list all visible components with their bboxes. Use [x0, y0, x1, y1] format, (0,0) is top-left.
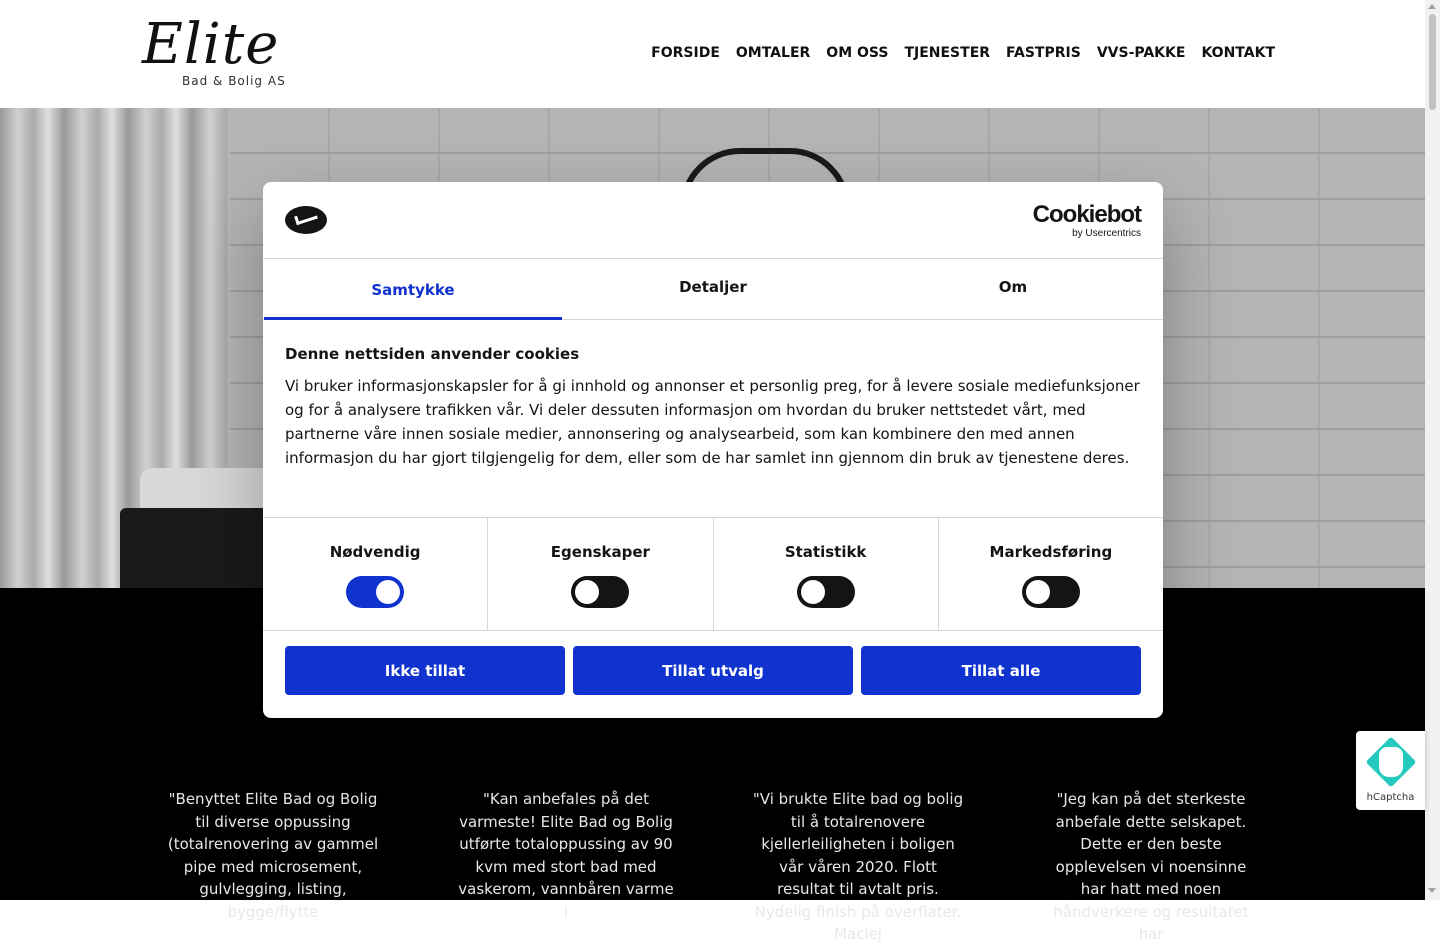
deny-button[interactable]: Ikke tillat	[285, 646, 565, 695]
cookiebot-logo[interactable]	[1033, 202, 1141, 239]
scroll-thumb[interactable]	[1429, 14, 1436, 110]
page-scrollbar[interactable]	[1425, 0, 1440, 900]
toggle-cell-statistikk	[714, 518, 939, 630]
nav-item-vvs-pakke[interactable]: VVS-PAKKE	[1096, 45, 1186, 61]
toggle-label: Nødvendig	[329, 543, 421, 561]
marketing-toggle[interactable]	[1022, 576, 1080, 608]
dialog-title: Denne nettsiden anvender cookies	[285, 345, 580, 363]
site-header	[0, 0, 1425, 108]
statistics-toggle[interactable]	[797, 576, 855, 608]
toggle-label: Egenskaper	[550, 543, 650, 561]
dialog-header	[263, 182, 1163, 259]
review-item: "Jeg kan på det sterkeste anbefale dette selskapet. Dette er den beste opplevelsen vi noensinne har hatt med noen håndverkere og resultatet har	[1053, 790, 1249, 943]
scroll-down-arrow-icon[interactable]	[1428, 888, 1436, 893]
dialog-description: Vi bruker informasjonskapsler for å gi innhold og annonser et personlig preg, for å levere sosiale mediefunksjoner og for å analysere trafikken vår. Vi deler dessuten informasjon om hvordan du bruker nettstedet vårt, med partnerne våre innen sosiale medier, annonsering og analysearbeid, som kan kombinere den med annen informasjon du har gjort tilgjengelig for dem, eller som de har samlet inn gjennom din bruk av tjenestene deres.	[285, 377, 1140, 467]
consent-toggles	[263, 517, 1163, 631]
hcaptcha-hand-icon	[1366, 737, 1416, 787]
hcaptcha-label: hCaptcha	[1366, 792, 1415, 803]
nav-item-omtaler[interactable]: OMTALER	[735, 45, 811, 61]
site-logo[interactable]	[142, 14, 312, 92]
scroll-up-arrow-icon[interactable]	[1428, 4, 1436, 9]
allow-selection-button[interactable]: Tillat utvalg	[573, 646, 853, 695]
main-nav	[651, 45, 1275, 61]
nav-item-forside[interactable]: FORSIDE	[651, 45, 720, 61]
toggle-label: Markedsføring	[989, 543, 1113, 561]
cookiebot-wordmark: Cookiebot	[1032, 201, 1141, 228]
cookiebot-byline: by Usercentrics	[1072, 228, 1141, 239]
logo-subtitle: Bad & Bolig AS	[182, 74, 286, 88]
cookie-brand-icon	[285, 204, 327, 236]
nav-item-om-oss[interactable]: OM OSS	[826, 45, 889, 61]
tab-detaljer[interactable]: Detaljer	[679, 278, 747, 296]
dialog-buttons	[285, 646, 1141, 695]
toggle-cell-egenskaper	[488, 518, 713, 630]
cookie-consent-dialog	[263, 182, 1163, 718]
review-item: "Vi brukte Elite bad og bolig til å totalrenovere kjellerleiligheten i boligen vår våren 2020. Flott resultat til avtalt pris. Nydelig finish på overflater. Maciej	[752, 790, 964, 943]
toggle-cell-markedsforing	[939, 518, 1163, 630]
review-item: "Kan anbefales på det varmeste! Elite Bad og Bolig utførte totaloppussing av 90 kvm med stort bad med vaskerom, vannbåren varme i	[458, 790, 674, 921]
nav-item-kontakt[interactable]: KONTAKT	[1201, 45, 1275, 61]
allow-all-button[interactable]: Tillat alle	[861, 646, 1141, 695]
dialog-tabs	[263, 259, 1163, 320]
hcaptcha-badge[interactable]	[1356, 731, 1425, 810]
nav-item-tjenester[interactable]: TJENESTER	[904, 45, 991, 61]
review-item: "Benyttet Elite Bad og Bolig til diverse oppussing (totalrenovering av gammel pipe med microsement, gulvlegging, listing, bygge/flytte	[167, 790, 379, 921]
toggle-label: Statistikk	[784, 543, 867, 561]
tab-om[interactable]: Om	[998, 278, 1028, 296]
tab-samtykke[interactable]: Samtykke	[263, 259, 563, 319]
toggle-cell-nodvendig	[263, 518, 488, 630]
logo-script-text: Elite	[142, 12, 280, 77]
nav-item-fastpris[interactable]: FASTPRIS	[1006, 45, 1081, 61]
dialog-body	[285, 344, 1141, 470]
preferences-toggle[interactable]	[571, 576, 629, 608]
necessary-toggle[interactable]	[346, 576, 404, 608]
